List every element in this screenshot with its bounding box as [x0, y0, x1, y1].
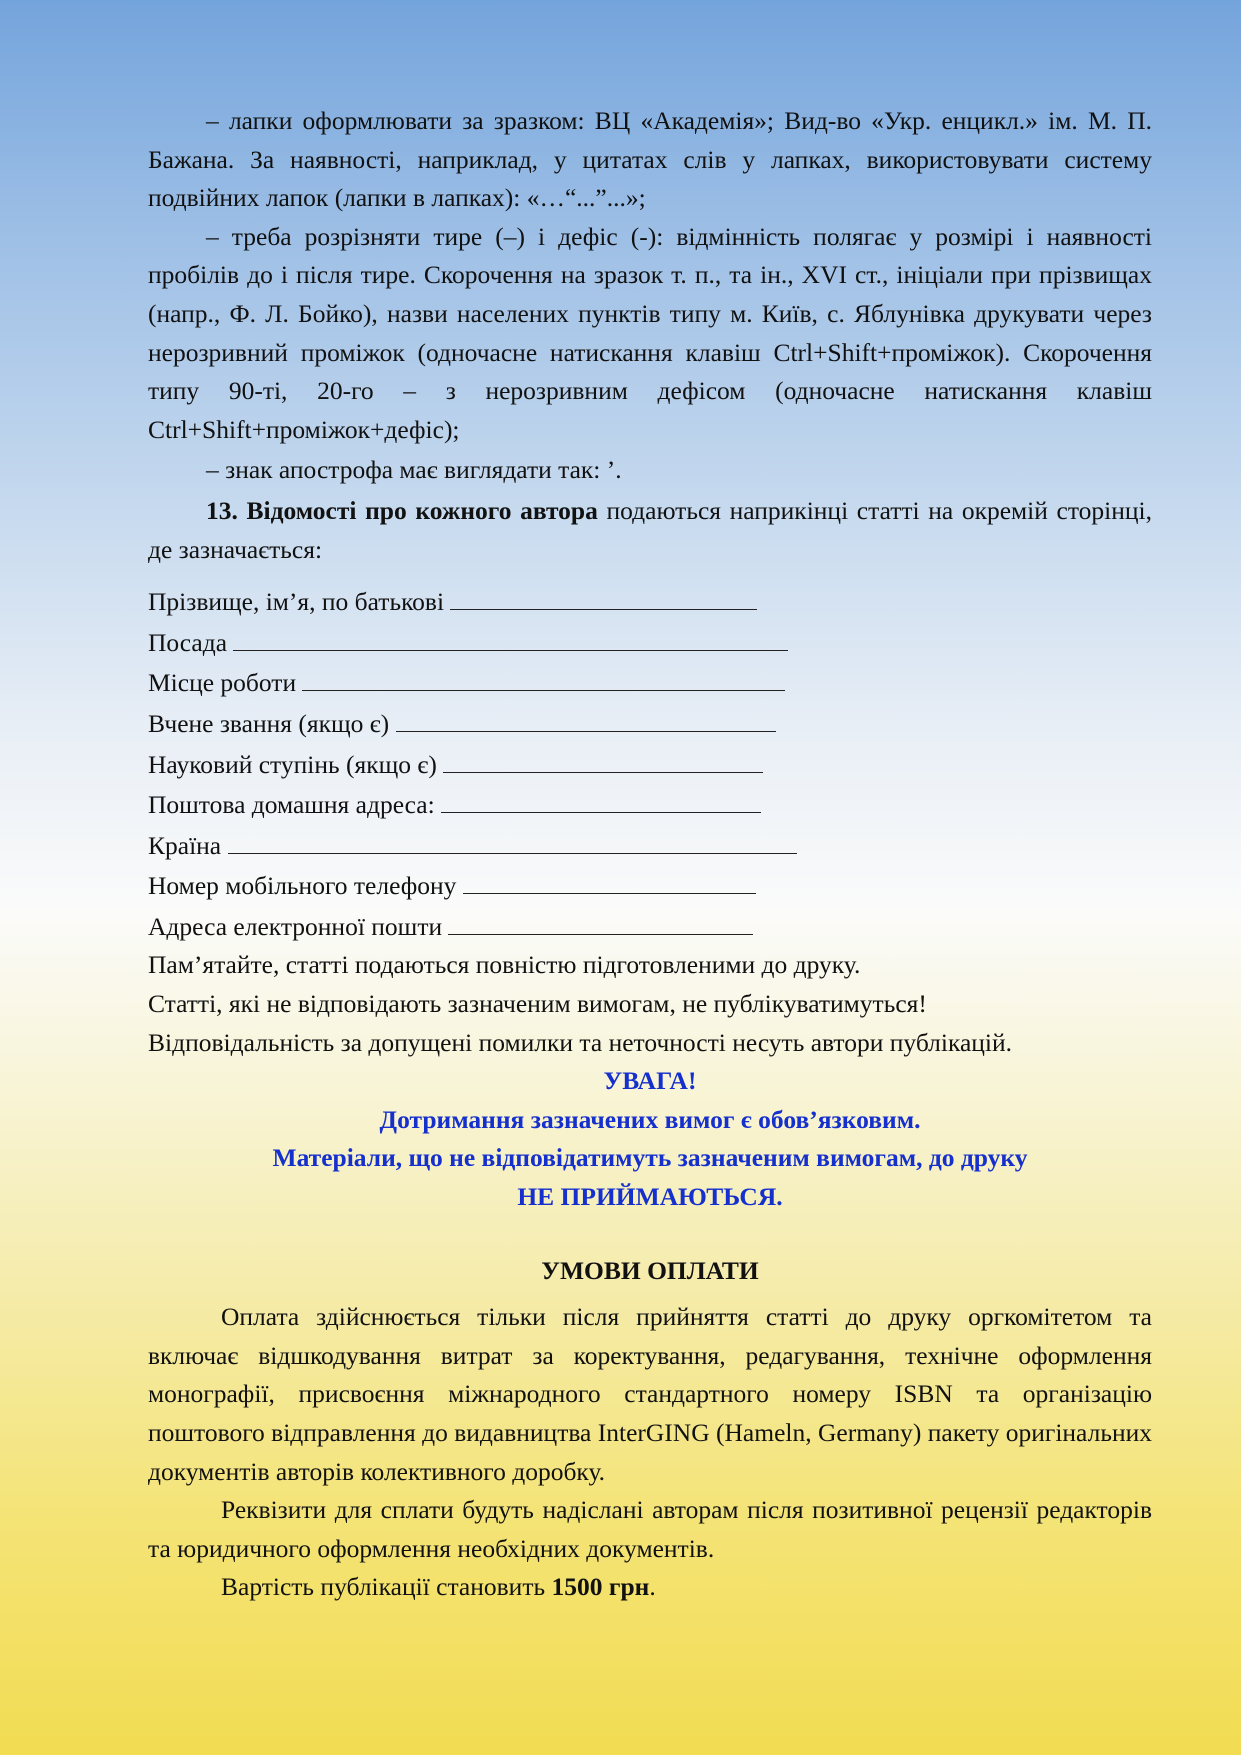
form-field-academic-title: [148, 703, 1152, 744]
warning-line-3: НЕ ПРИЙМАЮТЬСЯ.: [517, 1182, 783, 1212]
section-13-heading: 13. Відомості про кожного автора: [206, 495, 598, 525]
form-label: Вчене звання (якщо є): [148, 708, 396, 738]
form-label: Поштова домашня адреса:: [148, 790, 442, 820]
form-blank-line[interactable]: [443, 744, 763, 773]
form-label: Номер мобільного телефону: [148, 871, 463, 901]
cost-value: 1500 грн: [551, 1572, 650, 1602]
payment-paragraph-2: Реквізити для сплати будуть надіслані авторам після позитивної рецензії редакторів та юридичного оформлення необхідних документів.: [148, 1495, 1152, 1563]
form-label: Адреса електронної пошти: [148, 911, 449, 941]
form-field-mobile-phone: [148, 865, 1152, 906]
form-blank-line[interactable]: [396, 703, 776, 732]
note-responsibility: Відповідальність за допущені помилки та неточності несуть автори публікацій.: [148, 1027, 1013, 1057]
payment-cost: [148, 1568, 1152, 1607]
list-item-dash: – треба розрізняти тире (–) і дефіс (-): відмінність полягає у розмірі і наявності пробілів до і після тире. Скорочення на зразок т. п., та ін., XVI ст., ініціали при прізвищах (напр., Ф. Л. Бойко), назви населених пунктів типу м. Київ, с. Яблунівка друкувати через нерозривний проміжок (одночасне натискання клавіш Ctrl+Shift+проміжок). Скорочення типу 90-ті, 20-го – з нерозривним дефісом (одночасне натискання клавіш: [148, 221, 1152, 406]
author-info-form: [148, 581, 1152, 946]
note-not-published: Статті, які не відповідають зазначеним вимогам, не публікуватимуться!: [148, 989, 927, 1019]
section-13-paragraph: [148, 492, 1152, 569]
document-body: [148, 102, 1152, 1607]
form-blank-line[interactable]: [448, 906, 753, 935]
list-item-apostrophe: – знак апострофа має виглядати так: ’.: [206, 455, 622, 485]
section-13-text: подаються наприкінці статті на окремій сторінці, де зазначається:: [148, 495, 1152, 564]
form-field-position: [148, 622, 1152, 663]
form-blank-line[interactable]: [441, 784, 761, 813]
form-blank-line[interactable]: [233, 622, 788, 651]
form-field-home-address: [148, 784, 1152, 825]
form-blank-line[interactable]: [463, 865, 756, 894]
cost-suffix: .: [649, 1572, 656, 1602]
note-ready-to-print: Пам’ятайте, статті подаються повністю підготовленими до друку.: [148, 950, 861, 980]
cost-prefix: Вартість публікації становить: [221, 1572, 552, 1602]
form-label: Прізвище, ім’я, по батькові: [148, 587, 451, 617]
payment-heading: УМОВИ ОПЛАТИ: [541, 1255, 759, 1285]
list-item-quotes: – лапки оформлювати за зразком: ВЦ «Академія»; Вид-во «Укр. енцикл.» ім. М. П. Бажана. За наявності, наприклад, у цитатах слів у лапках, використовувати систему подвійних лапок (лапки в лапках): «…“...”...»;: [148, 106, 1152, 213]
form-field-workplace: [148, 662, 1152, 703]
form-field-email: [148, 906, 1152, 947]
warning-block: [148, 1062, 1152, 1216]
list-item-dash-continued: Ctrl+Shift+проміжок+дефіс);: [148, 414, 460, 444]
warning-line-1: Дотримання зазначених вимог є обов’язковим.: [379, 1104, 921, 1134]
form-blank-line[interactable]: [450, 581, 757, 610]
form-label: Науковий ступінь (якщо є): [148, 749, 444, 779]
form-field-country: [148, 825, 1152, 866]
warning-title: УВАГА!: [603, 1066, 697, 1096]
form-field-full-name: [148, 581, 1152, 622]
form-field-degree: [148, 744, 1152, 785]
form-label: Посада: [148, 627, 234, 657]
form-label: Місце роботи: [148, 668, 303, 698]
form-blank-line[interactable]: [302, 662, 785, 691]
form-blank-line[interactable]: [228, 825, 797, 854]
form-label: Країна: [148, 830, 228, 860]
payment-paragraph-1: Оплата здійснюється тільки після прийняття статті до друку оргкомітетом та включає відшкодування витрат за коректування, редагування, технічне оформлення монографії, присвоєння міжнародного стандартного номеру ISBN та організацію поштового відправлення до видавництва InterGING (Hameln, Germany) пакету оригінальних документів авторів колективного доробку.: [148, 1302, 1152, 1486]
warning-line-2: Матеріали, що не відповідатимуть зазначеним вимогам, до друку: [272, 1143, 1028, 1173]
